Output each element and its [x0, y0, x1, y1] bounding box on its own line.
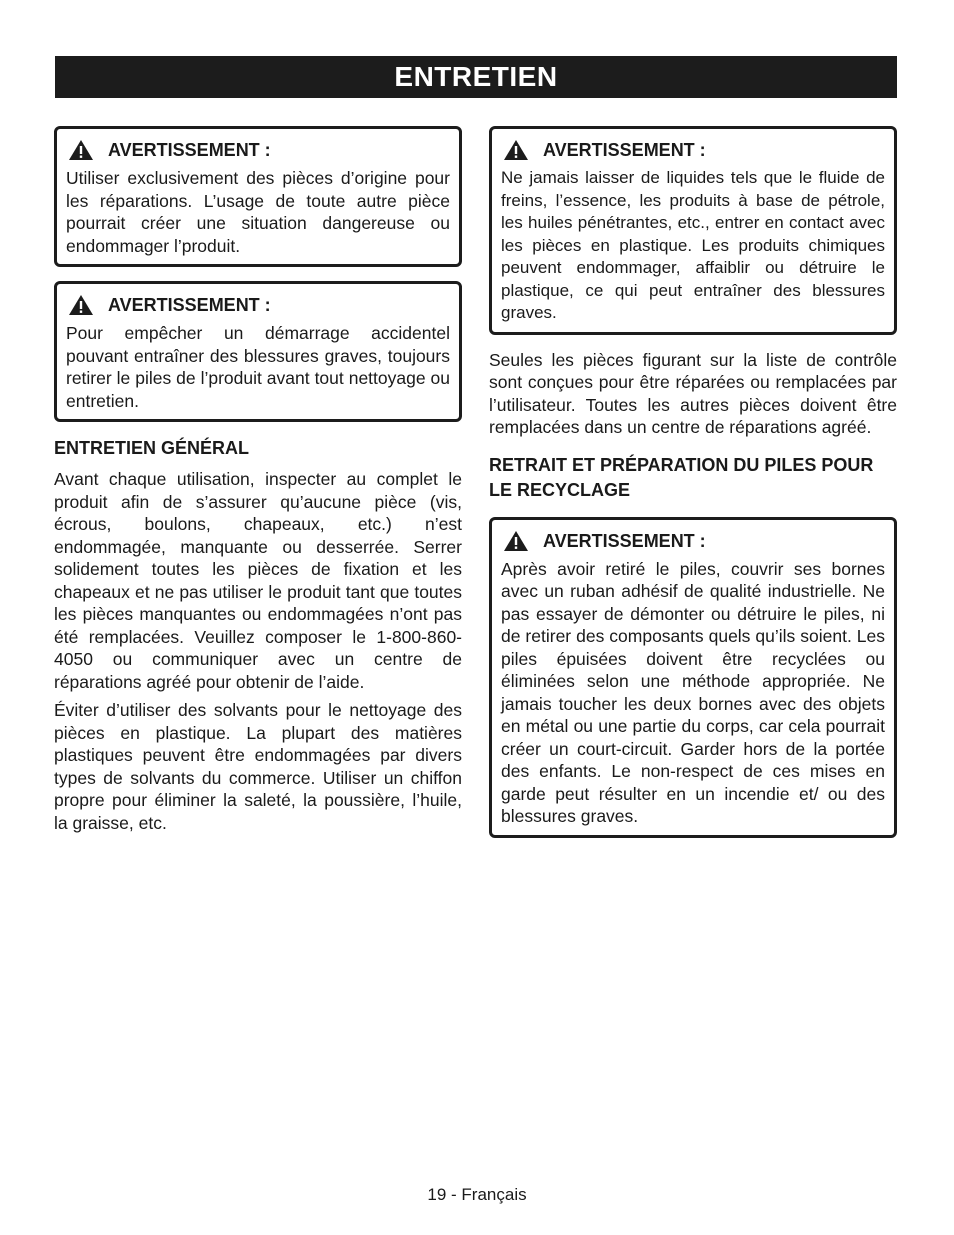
warning-triangle-icon [503, 530, 529, 552]
paragraph-user-serviceable: Seules les pièces figurant sur la liste de contrôle sont conçues pour être réparées ou remplacées par l’utilisateur. Toutes les autres pièces doivent être remplacées dans un centre de réparations agréé. [489, 349, 897, 437]
warning-triangle-icon [503, 139, 529, 161]
page-footer [0, 1184, 954, 1206]
warning-triangle-icon [68, 294, 94, 316]
section-title-general-maintenance: ENTRETIEN GÉNÉRAL [54, 438, 250, 458]
warning-text: Ne jamais laisser de liquides tels que le fluide de freins, l’essence, les produits à base de pétrole, les huiles pénétrantes, etc., entrer en contact avec les pièces en plastique. Les produits chimiques peuvent endommager, affaiblir ou détruire le plastique, ce qui peut entraîner des blessures graves. [501, 168, 885, 322]
warning-text: Après avoir retiré le piles, couvrir ses bornes avec un ruban adhésif de qualité industrielle. Ne pas essayer de démonter ou détruire le piles, ni de retirer des composants quels qu’ils soient. Les piles épuisées doivent être recyclées ou éliminées selon une méthode appropriée. Ne jamais toucher les deux bornes avec des objets en métal ou une partie du corps, car cela pourrait créer un court-circuit. Garder hors de la portée des enfants. Le non-respect de ces mises en garde peut résulter en un incendie et/ ou des blessures graves. [501, 558, 885, 826]
warning-box-battery [489, 517, 897, 838]
page-title-banner [55, 56, 897, 98]
warning-text: Pour empêcher un démarrage accidentel pouvant entraîner des blessures graves, toujours retirer le piles de l’produit avant tout nettoyage ou entretien. [66, 323, 450, 411]
paragraph-inspection: Avant chaque utilisation, inspecter au complet le produit afin de s’assurer qu’aucune pièce (vis, écrous, boulons, chapeaux, etc.) n’est endommagée, manquante ou desserrée. Serrer solidement toutes les pièces de fixation et les chapeaux et ne pas utiliser le produit tant que toutes les pièces manquantes ou endommagées n’ont pas été remplacées. Veuillez composer le 1-800-860-4050 ou communiquer avec un centre de réparations agréé pour obtenir de l’aide. [54, 469, 462, 692]
warning-box-accidental-start [54, 281, 462, 422]
page-title: ENTRETIEN [394, 61, 558, 92]
warning-label: AVERTISSEMENT : [543, 530, 706, 551]
right-column [489, 126, 897, 852]
warning-header [68, 139, 450, 161]
warning-text: Utiliser exclusivement des pièces d’origine pour les réparations. L’usage de toute autre pièce pourrait créer une situation dangereuse ou endommager l’produit. [66, 168, 450, 256]
left-column [54, 126, 462, 840]
warning-box-original-parts [54, 126, 462, 267]
warning-label: AVERTISSEMENT : [108, 295, 271, 315]
warning-header [503, 139, 885, 161]
section-title-battery-recycling: RETRAIT ET PRÉPARATION DU PILES POUR LE RECYCLAGE [489, 454, 874, 500]
warning-label: AVERTISSEMENT : [543, 140, 706, 160]
warning-box-liquids [489, 126, 897, 335]
paragraph-solvents: Éviter d’utiliser des solvants pour le nettoyage des pièces en plastique. La plupart des matières plastiques peuvent être endommagées par divers types de solvants du commerce. Utiliser un chiffon propre pour éliminer la saleté, la poussière, l’huile, la graisse, etc. [54, 700, 462, 833]
warning-triangle-icon [68, 139, 94, 161]
warning-header [68, 294, 450, 316]
page-number: 19 - Français [427, 1185, 527, 1204]
warning-header [503, 530, 885, 552]
warning-label: AVERTISSEMENT : [108, 140, 271, 160]
